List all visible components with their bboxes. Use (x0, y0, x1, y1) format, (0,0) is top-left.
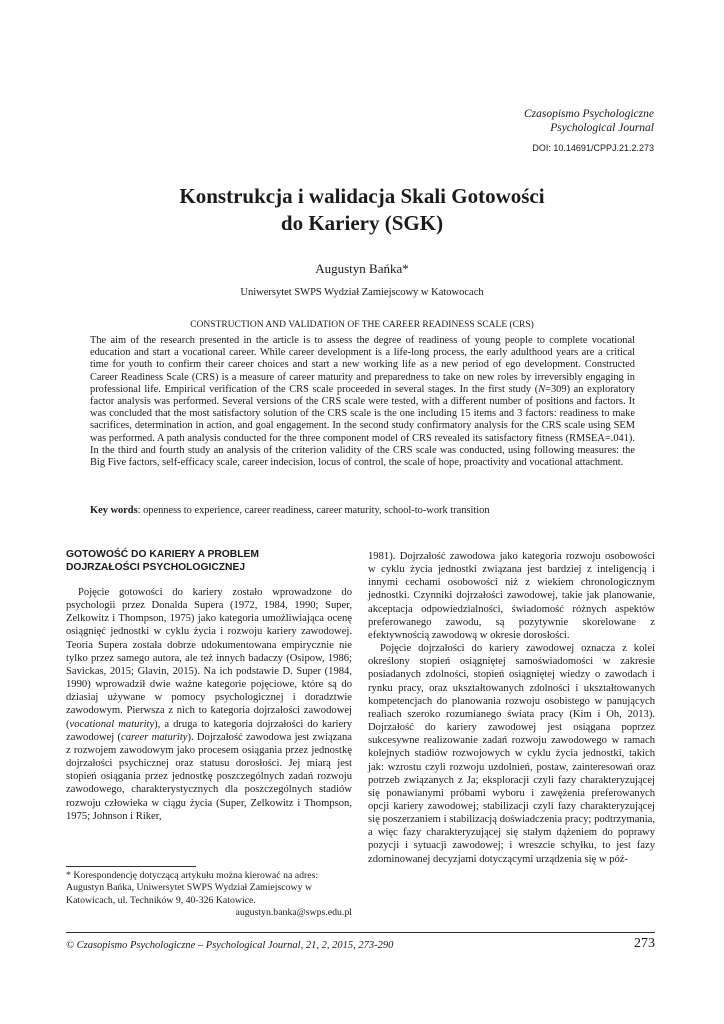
left-p1-text-c: ). Dojrzałość zawodowa jest związana z rozwojem zawodowym jako procesem osiągania przez jednostkę dojrzałości psychicznej oraz statusu dorosłości. Jej miarą jest stopień osiągania przez jednostkę poszczególnych zadań rozwoju zawodowego, charakterystycznych dla poszczególnych stadiów rozwoju człowieka w ciągu życia (Super, Zelkowitz i Thompson, 1975; Johnson i Riker, (66, 731, 352, 822)
left-column (66, 548, 352, 823)
right-column (368, 550, 655, 866)
abstract-part-1: The aim of the research presented in the article is to assess the degree of readiness of young people to complete vocational education and start a vocational career. While career development is a life-long process, the early adulthood years are a critical time for youth to confirm their career choices and start a new working life as a new period of ego development. Constructed Career Readiness Scale (CRS) is a measure of career maturity and preparedness to take on new roles by irreversibly engaging in professional life. Empirical verification of the CRS scale proceeded in several stages. In the first study ( (90, 335, 635, 395)
page-footer-rule (66, 932, 655, 933)
right-paragraph-2: Pojęcie dojrzałości do kariery zawodowej oznacza z kolei określony stopień osiągniętej samoświadomości w zakresie posiadanych zdolności, stopień osiągniętej wiedzy o zawodach i rynku pracy, oraz ukształtowanych zdolności i ukształtowanych kompetencjach do planowania rozwoju osobistego w panujących realiach szeroko rozumianego świata pracy (Kim i Oh, 2013). Dojrzałość do kariery zawodowej jest osiągana poprzez sukcesywne realizowanie zadań rozwoju zawodowego w ramach kolejnych stadiów rozwojowych w cyklu życia jednostki, takich jak: wzrostu czyli rozwoju uzdolnień, postaw, zainteresowań oraz potrzeb związanych z Ja; eksploracji czyli fazy charakteryzującej się ponawianymi próbami wyboru i zawężenia preferowanych opcji kariery zawodowej; stabilizacji czyli fazy charakteryzującej się poszerzaniem i stabilizacją doświadczenia pracy; podtrzymania, a więc fazy charakteryzującej się stałym dążeniem do poprawy pozycji i sytuacji zawodowej; i wreszcie schyłku, to jest fazy zdominowanej decyzjami dotyczącymi urządzenia się w póź- (368, 643, 655, 865)
page-number: 273 (634, 936, 655, 951)
journal-name (524, 107, 654, 135)
page-footer-citation: © Czasopismo Psychologiczne – Psychological Journal, 21, 2, 2015, 273-290 (66, 940, 394, 951)
right-paragraph-1: 1981). Dojrzałość zawodowa jako kategoria rozwoju osobowości w cyklu życia jednostki związana jest bardziej z inteligencją i innymi cechami osobowości niż z wiekiem chronologicznym jednostki. Czynniki dojrzałości zawodowej, takie jak planowanie, akceptacja odpowiedzialności, świadomość różnych aspektów preferowanego zawodu, są pozytywnie skorelowane z efektywnością zawodową w okresie dorosłości. (368, 551, 655, 641)
left-p1-italic-1: vocational maturity (69, 718, 155, 730)
journal-name-en: Psychological Journal (550, 122, 654, 134)
section-heading-line-2: DOJRZAŁOŚCI PSYCHOLOGICZNEJ (66, 562, 246, 573)
affiliation: Uniwersytet SWPS Wydział Zamiejscowy w Katowocach (240, 287, 484, 298)
keywords-text: : openness to experience, career readiness, career maturity, school-to-work transition (137, 505, 490, 516)
author: Augustyn Bańka* (315, 261, 409, 276)
left-p1-text-a: Pojęcie gotowości do kariery zostało wprowadzone do psychologii przez Donalda Supera (1972, 1984, 1990; Super, Zelkowitz i Thompson, 1975) jako kategoria umożliwiająca ocenę osiągnięć jednostki w cyklu życia i rozwoju kariery zawodowej. Teoria Supera została dobrze udokumentowana empirycznie nie tylko przez samego autora, ale też innych badaczy (Osipow, 1986; Savickas, 2015; Glavin, 2015). Na ich podstawie D. Super (1984, 1990) wprowadził dwie ważne kategorie pojęciowe, które są do dziasiaj używane w pomocy psychologicznej i doradztwie zawodowym. Pierwsza z nich to kategoria dojrzałości zawodowej ( (66, 587, 352, 730)
doi[interactable]: DOI: 10.14691/CPPJ.21.2.273 (532, 143, 654, 153)
footnote-email[interactable]: augustyn.banka@swps.edu.pl (235, 907, 352, 919)
section-heading-line-1: GOTOWOŚĆ DO KARIERY A PROBLEM (66, 549, 259, 560)
left-p1-text-b: ), a druga to kategoria dojrzałości do kariery zawodowej ( (66, 718, 352, 743)
english-title: CONSTRUCTION AND VALIDATION OF THE CAREER READINESS SCALE (CRS) (190, 320, 534, 330)
left-paragraph-1 (66, 586, 352, 823)
abstract-part-2: =309) an exploratory factor analysis was performed. Several versions of the CRS scale were tested, with a different number of positions and factors. It was concluded that the most satisfactory solution of the CRS scale is the one including 15 items and 3 factors: readiness to make sacrifices, determination in action, and goal engagement. In the second study confirmatory analysis for the CRS scale using SEM was performed. A path analysis conducted for the three component model of CRS revealed its satisfactory fitness (RMSEA=.041). In the third and fourth study an analysis of the criterion validity of the CRS scale was conducted, using following measures: the Big Five factors, self-efficacy scale, career indecision, locus of control, the scale of hope, proactivity and vocational attachment. (90, 383, 635, 469)
abstract (90, 335, 635, 469)
keywords-label: Key words (90, 505, 138, 516)
title-line-1: Konstrukcja i walidacja Skali Gotowości (179, 184, 545, 208)
abstract-n-symbol: N (538, 383, 546, 395)
footnote-text: * Korespondencję dotyczącą artykułu można kierować na adres: Augustyn Bańka, Uniwersytet SWPS Wydział Zamiejscowy w Katowicach, ul. Techników 9, 40-326 Katowice. (66, 870, 319, 906)
footnote-rule (66, 866, 196, 867)
article-title (60, 183, 664, 237)
section-heading (66, 548, 352, 574)
title-line-2: do Kariery (SGK) (280, 211, 444, 235)
left-p1-italic-2: career maturity (121, 731, 188, 743)
footnote (66, 870, 352, 920)
keywords (90, 505, 635, 517)
journal-name-pl: Czasopismo Psychologiczne (523, 108, 654, 120)
